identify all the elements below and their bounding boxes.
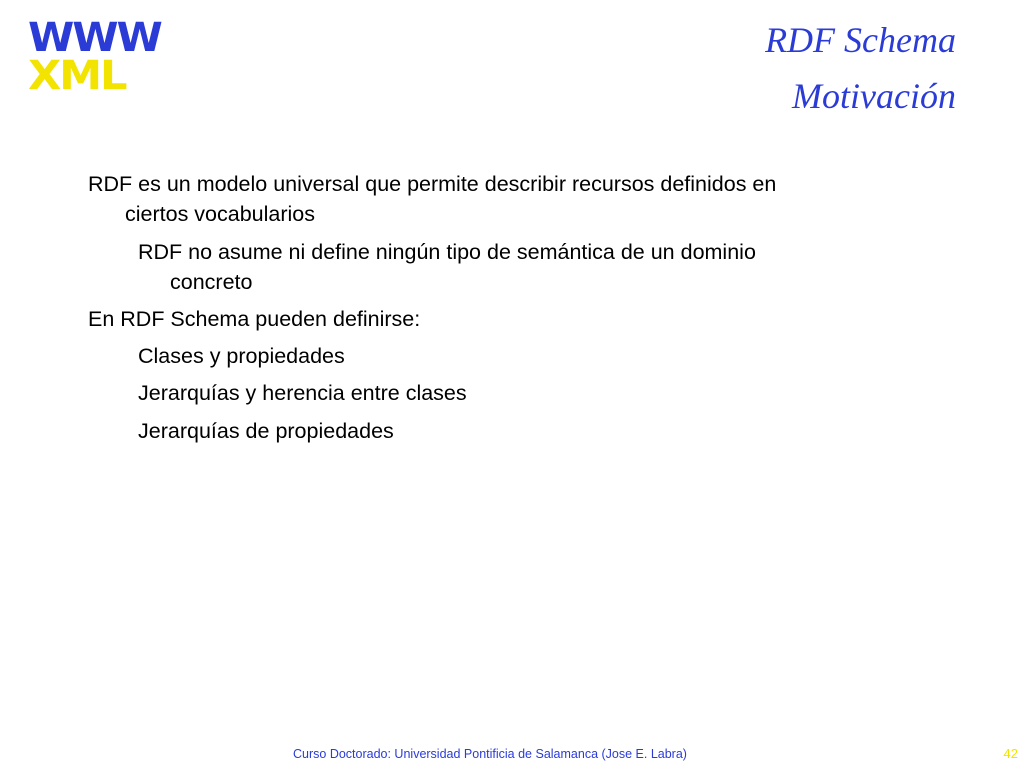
logo-www-text: WWW bbox=[28, 15, 161, 61]
subbullet-1-line-2: concreto bbox=[170, 270, 253, 294]
subbullet-2-3: Jerarquías de propiedades bbox=[138, 419, 394, 443]
bullet-2: En RDF Schema pueden definirse: bbox=[88, 307, 421, 331]
slide-title bbox=[765, 12, 956, 124]
logo-xml-text: XML bbox=[28, 53, 126, 99]
bullet-1-line-1: RDF es un modelo universal que permite describir recursos definidos en bbox=[88, 172, 777, 196]
subbullet-1-line-1: RDF no asume ni define ningún tipo de semántica de un dominio bbox=[138, 240, 756, 264]
www-xml-logo bbox=[28, 15, 161, 99]
slide-title-line-2: Motivación bbox=[792, 76, 956, 116]
page-number: 42 bbox=[1003, 746, 1018, 761]
subbullet-2-1: Clases y propiedades bbox=[138, 344, 345, 368]
bullet-1-line-2: ciertos vocabularios bbox=[125, 202, 316, 226]
slide-title-line-1: RDF Schema bbox=[765, 20, 956, 60]
footer-text: Curso Doctorado: Universidad Pontificia de Salamanca (Jose E. Labra) bbox=[293, 747, 687, 761]
subbullet-2-2: Jerarquías y herencia entre clases bbox=[138, 381, 467, 405]
